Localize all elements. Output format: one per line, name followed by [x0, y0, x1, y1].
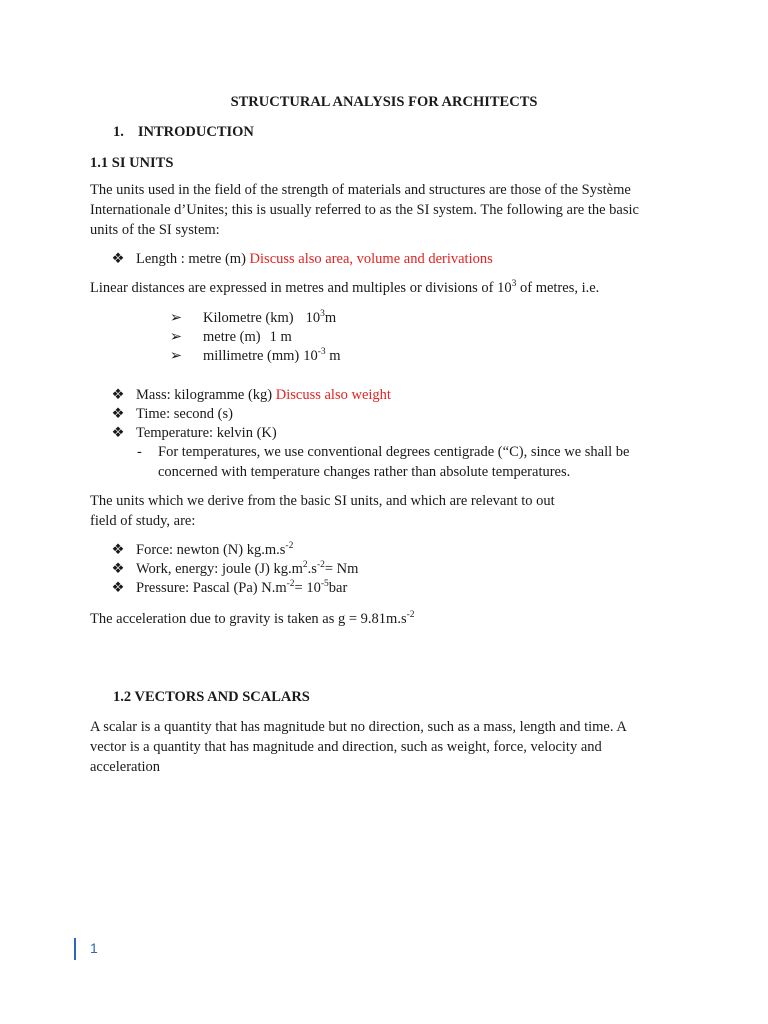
red-note: Discuss also weight	[275, 387, 391, 403]
list-item-text: Force: newton (N) kg.m.s	[136, 542, 286, 558]
list-item-force	[136, 540, 293, 560]
list-item-text: Length : metre (m)	[136, 251, 250, 267]
diamond-bullet-icon: ❖	[111, 542, 125, 558]
arrow-bullet-icon: ➢	[169, 310, 183, 326]
dash-bullet: -	[137, 444, 142, 460]
list-item-mass	[136, 385, 391, 405]
paragraph-line: acceleration	[90, 759, 161, 775]
paragraph-derived-units	[90, 491, 555, 531]
document-title: STRUCTURAL ANALYSIS FOR ARCHITECTS	[230, 94, 538, 110]
unit-tail: m	[324, 310, 337, 326]
list-item-kilometre	[203, 308, 336, 328]
superscript: 3	[511, 279, 517, 289]
paragraph-text: Linear distances are expressed in metres and multiples or divisions of 10	[90, 280, 512, 296]
list-item-text: bar	[328, 580, 348, 596]
unit-value: 1 m	[269, 329, 292, 345]
arrow-bullet-icon: ➢	[169, 329, 183, 345]
superscript: 2	[302, 560, 308, 570]
unit-tail: m	[325, 348, 341, 364]
section-heading-introduction	[113, 122, 254, 142]
superscript: -2	[285, 541, 294, 551]
list-item-millimetre	[203, 346, 341, 366]
paragraph-gravity	[90, 609, 415, 629]
diamond-bullet-icon: ❖	[111, 251, 125, 267]
list-item-text: = Nm	[324, 561, 359, 577]
superscript: 3	[320, 309, 325, 319]
paragraph-line: The units used in the field of the strength of materials and structures are those of the Système	[90, 182, 631, 198]
list-item-metre	[203, 327, 292, 347]
note-line: concerned with temperature changes rather than absolute temperatures.	[158, 464, 571, 480]
paragraph-line: vector is a quantity that has magnitude and direction, such as weight, force, velocity and	[90, 739, 602, 755]
superscript: -2	[316, 560, 325, 570]
temperature-note	[158, 442, 629, 482]
paragraph-line: The units which we derive from the basic SI units, and which are relevant to out	[90, 493, 555, 509]
paragraph-line: units of the SI system:	[90, 222, 220, 238]
list-item-text: Mass: kilogramme (kg)	[136, 387, 276, 403]
diamond-bullet-icon: ❖	[111, 425, 125, 441]
section-heading-text: INTRODUCTION	[137, 124, 254, 140]
diamond-bullet-icon: ❖	[111, 406, 125, 422]
list-item-time: Time: second (s)	[136, 406, 233, 422]
list-item-length	[136, 249, 493, 269]
unit-name: metre (m)	[203, 329, 261, 345]
superscript: -5	[320, 579, 329, 589]
paragraph-text: The acceleration due to gravity is taken as g = 9.81m.s	[90, 611, 407, 627]
list-item-text: .s	[307, 561, 317, 577]
list-item-pressure	[136, 578, 347, 598]
superscript: -2	[286, 579, 295, 589]
subsection-heading-vectors: 1.2 VECTORS AND SCALARS	[113, 689, 310, 705]
list-item-text: = 10	[294, 580, 321, 596]
unit-name: millimetre (mm)	[203, 348, 300, 364]
superscript: -2	[406, 610, 415, 620]
unit-value: 10	[305, 310, 321, 326]
paragraph-linear-distances	[90, 278, 599, 298]
paragraph-line: Internationale d’Unites; this is usually referred to as the SI system. The following are the basic	[90, 202, 639, 218]
footer-accent-bar	[74, 938, 76, 960]
section-number: 1.	[113, 124, 124, 140]
diamond-bullet-icon: ❖	[111, 561, 125, 577]
paragraph-line: field of study, are:	[90, 513, 196, 529]
list-item-work	[136, 559, 358, 579]
paragraph-line: A scalar is a quantity that has magnitude but no direction, such as a mass, length and time. A	[90, 719, 627, 735]
diamond-bullet-icon: ❖	[111, 580, 125, 596]
unit-name: Kilometre (km)	[203, 310, 294, 326]
diamond-bullet-icon: ❖	[111, 387, 125, 403]
superscript: -3	[317, 347, 326, 357]
page-number: 1	[90, 940, 98, 956]
subsection-heading-si-units: 1.1 SI UNITS	[90, 155, 174, 171]
red-note: Discuss also area, volume and derivations	[249, 251, 493, 267]
arrow-bullet-icon: ➢	[169, 348, 183, 364]
list-item-temperature: Temperature: kelvin (K)	[136, 425, 277, 441]
note-line: For temperatures, we use conventional degrees centigrade (“C), since we shall be	[158, 444, 630, 460]
paragraph-intro	[90, 180, 639, 240]
unit-value: 10	[303, 348, 318, 364]
paragraph-text-tail: of metres, i.e.	[516, 280, 600, 296]
paragraph-vectors	[90, 717, 627, 777]
list-item-text: Pressure: Pascal (Pa) N.m	[136, 580, 287, 596]
list-item-text: Work, energy: joule (J) kg.m	[136, 561, 303, 577]
